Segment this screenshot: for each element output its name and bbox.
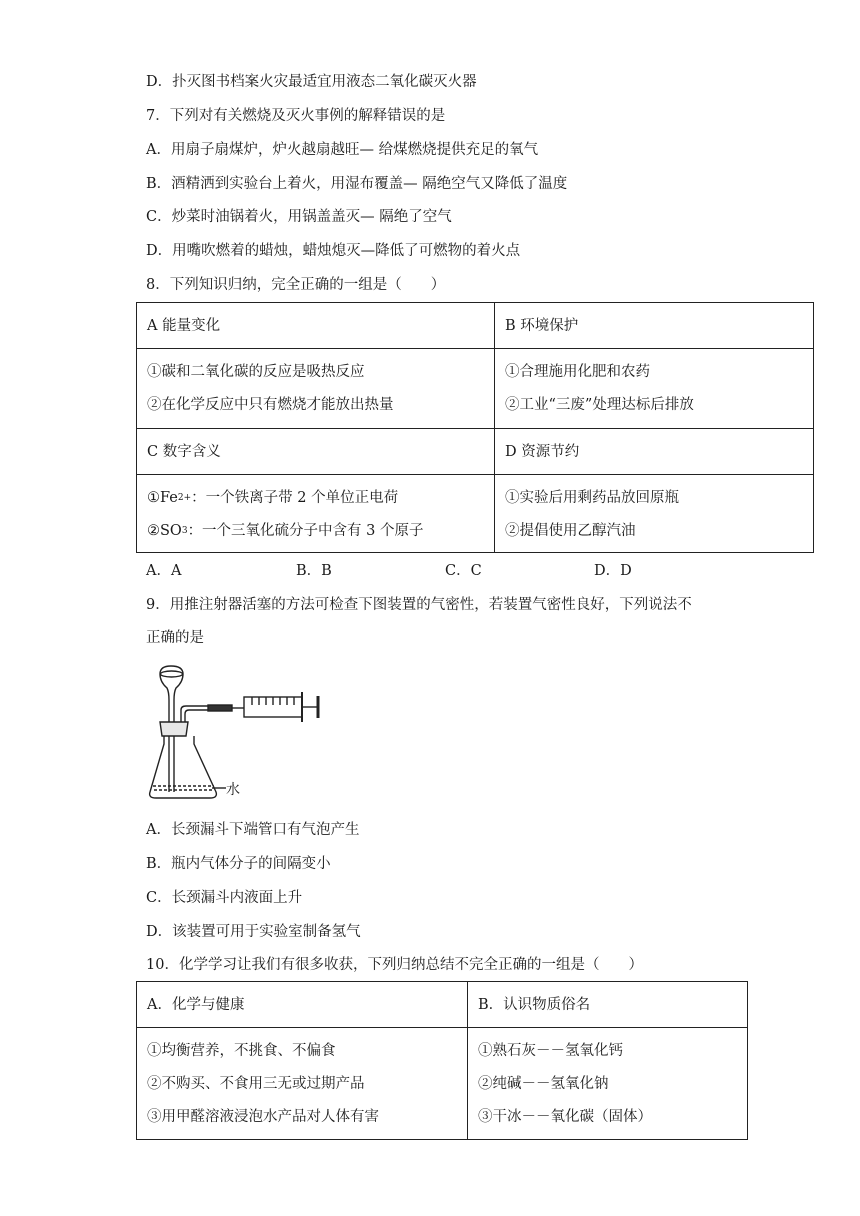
- q9-option-a: A．长颈漏斗下端管口有气泡产生: [146, 822, 360, 838]
- q7-stem: 7．下列对有关燃烧及灭火事例的解释错误的是: [146, 108, 446, 124]
- q8-c-item-2: ②SO 3 ：一个三氧化硫分子中含有 3 个原子: [147, 522, 424, 539]
- q8-d-item-1: ①实验后用剩药品放回原瓶: [505, 489, 679, 506]
- q8-cell-c-content: [137, 475, 495, 553]
- q10-stem: 10．化学学习让我们有很多收获，下列归纳总结不完全正确的一组是（ ）: [146, 957, 643, 973]
- q10-cell-a-content: [137, 1028, 468, 1140]
- q9-stem-line-2: 正确的是: [146, 630, 204, 646]
- q8-d-item-2: ②提倡使用乙醇汽油: [505, 522, 636, 539]
- q8-choice-a: A．A: [146, 563, 182, 579]
- q8-c-item-1: ①Fe 2+ ：一个铁离子带 2 个单位正电荷: [147, 489, 399, 506]
- q9-stem-line-1: 9．用推注射器活塞的方法可检查下图装置的气密性，若装置气密性良好，下列说法不: [146, 597, 692, 613]
- stopper: [160, 722, 188, 736]
- q7-option-b: B．酒精洒到实验台上着火，用湿布覆盖— 隔绝空气又降低了温度: [146, 176, 568, 192]
- q10-a-item-3: ③用甲醛溶液浸泡水产品对人体有害: [147, 1108, 379, 1125]
- q10-b-item-3: ③干冰－－氧化碳（固体）: [478, 1108, 652, 1125]
- q10-a-item-2: ②不购买、不食用三无或过期产品: [147, 1075, 365, 1092]
- conical-flask: [150, 736, 217, 798]
- q8-choice-c: C．C: [445, 563, 482, 579]
- q10-b-item-1: ①熟石灰－－氢氧化钙: [478, 1042, 623, 1059]
- q8-choice-d: D．D: [594, 563, 632, 579]
- q10-table: [136, 981, 748, 1140]
- q8-cell-a-title: A 能量变化: [137, 303, 495, 349]
- q8-cell-c-title: C 数字含义: [137, 429, 495, 475]
- q8-cell-d-content: [495, 475, 814, 553]
- airtightness-apparatus-figure: [146, 664, 336, 806]
- q10-a-item-1: ①均衡营养，不挑食、不偏食: [147, 1042, 336, 1059]
- q9-option-c: C．长颈漏斗内液面上升: [146, 890, 303, 906]
- q9-option-b: B．瓶内气体分子的间隔变小: [146, 856, 331, 872]
- q8-stem: 8．下列知识归纳，完全正确的一组是（ ）: [146, 277, 446, 293]
- q8-a-item-2: ②在化学反应中只有燃烧才能放出热量: [147, 396, 394, 413]
- q7-option-d: D．用嘴吹燃着的蜡烛，蜡烛熄灭—降低了可燃物的着火点: [146, 243, 521, 259]
- q8-b-item-2: ②工业“三废”处理达标后排放: [505, 396, 694, 413]
- water-label: 水: [226, 782, 240, 798]
- q8-cell-b-content: [495, 349, 814, 429]
- q8-table: [136, 302, 814, 553]
- q10-cell-a-title: A．化学与健康: [137, 982, 468, 1028]
- q6-option-d: D．扑灭图书档案火灾最适宜用液态二氧化碳灭火器: [146, 74, 477, 90]
- q7-option-c: C．炒菜时油锅着火，用锅盖盖灭— 隔绝了空气: [146, 209, 452, 225]
- q10-cell-b-content: [468, 1028, 748, 1140]
- q10-b-item-2: ②纯碱－－氢氧化钠: [478, 1075, 609, 1092]
- q9-option-d: D．该装置可用于实验室制备氢气: [146, 924, 361, 940]
- q8-a-item-1: ①碳和二氧化碳的反应是吸热反应: [147, 363, 365, 380]
- q8-cell-a-content: [137, 349, 495, 429]
- q10-cell-b-title: B．认识物质俗名: [468, 982, 748, 1028]
- q8-b-item-1: ①合理施用化肥和农药: [505, 363, 650, 380]
- q8-choice-b: B．B: [296, 563, 332, 579]
- q8-cell-d-title: D 资源节约: [495, 429, 814, 475]
- q7-option-a: A．用扇子扇煤炉，炉火越扇越旺— 给煤燃烧提供充足的氧气: [146, 142, 539, 158]
- q8-cell-b-title: B 环境保护: [495, 303, 814, 349]
